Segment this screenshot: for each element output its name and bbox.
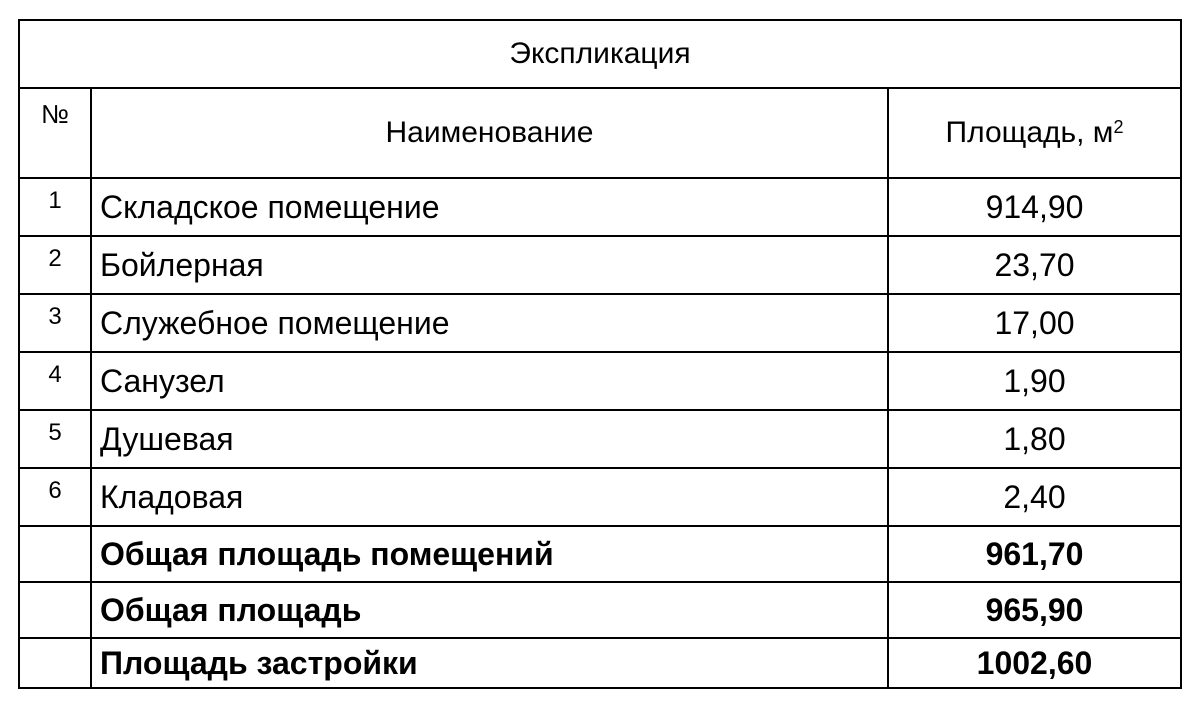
row-name: Кладовая	[92, 469, 889, 525]
row-number: 1	[20, 179, 92, 235]
totals-area: 1002,60	[976, 644, 1093, 681]
totals-row	[20, 525, 1180, 581]
row-name: Складское помещение	[92, 179, 889, 235]
table-title-row	[20, 21, 1180, 87]
totals-number-empty	[20, 639, 92, 687]
table-title: Экспликация	[509, 37, 691, 70]
totals-number-empty	[20, 583, 92, 637]
row-name: Санузел	[92, 353, 889, 409]
totals-row	[20, 637, 1180, 687]
header-area-superscript: 2	[1113, 116, 1124, 137]
header-area	[889, 89, 1180, 177]
row-area: 23,70	[994, 246, 1075, 283]
row-number: 5	[20, 411, 92, 467]
row-number: 2	[20, 237, 92, 293]
row-area: 914,90	[985, 188, 1084, 225]
totals-area: 965,90	[985, 591, 1084, 628]
totals-number-empty	[20, 527, 92, 581]
totals-area: 961,70	[985, 535, 1084, 572]
header-number: №	[20, 89, 92, 177]
row-number: 6	[20, 469, 92, 525]
header-name: Наименование	[92, 89, 889, 177]
totals-name: Общая площадь помещений	[92, 527, 889, 581]
totals-name: Площадь застройки	[92, 639, 889, 687]
row-number: 3	[20, 295, 92, 351]
table-row	[20, 467, 1180, 525]
table-row	[20, 351, 1180, 409]
row-area: 17,00	[994, 304, 1075, 341]
table-row	[20, 409, 1180, 467]
totals-name: Общая площадь	[92, 583, 889, 637]
table-row	[20, 177, 1180, 235]
totals-row	[20, 581, 1180, 637]
row-area: 1,90	[1003, 362, 1066, 399]
row-name: Служебное помещение	[92, 295, 889, 351]
table-header-row	[20, 87, 1180, 177]
table-row	[20, 293, 1180, 351]
row-area: 1,80	[1003, 420, 1066, 457]
row-number: 4	[20, 353, 92, 409]
explication-table	[18, 19, 1182, 689]
row-name: Душевая	[92, 411, 889, 467]
row-area: 2,40	[1003, 478, 1066, 515]
row-name: Бойлерная	[92, 237, 889, 293]
header-area-label: Площадь, м	[945, 116, 1114, 149]
table-row	[20, 235, 1180, 293]
